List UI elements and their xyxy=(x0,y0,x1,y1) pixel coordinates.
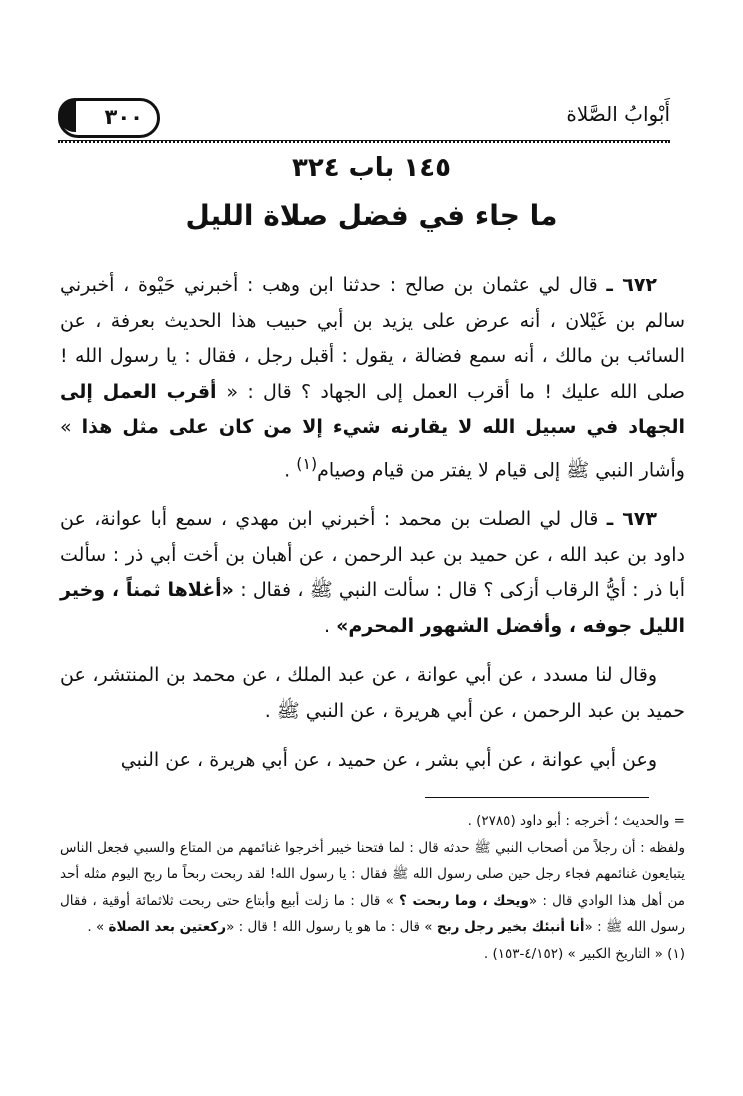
footnote-1: (١) « التاريخ الكبير » (٤/١٥٢-١٥٣) . xyxy=(483,945,685,962)
hadith-number: ٦٧٣ ـ xyxy=(606,508,657,531)
hadith-672 xyxy=(60,268,685,488)
chapter-title: ما جاء في فضل صلاة الليل xyxy=(185,199,558,232)
running-title: أَبْوابُ الصَّلاة xyxy=(566,102,670,126)
header-rule xyxy=(58,138,670,141)
footnote-separator xyxy=(425,797,649,798)
footnote-ref: (١) xyxy=(296,453,318,473)
hadith-quote: «أغلاها ثمناً ، وخير الليل جوفه ، وأفضل الشهور المحرم» xyxy=(60,579,685,637)
page-number-badge xyxy=(58,98,160,138)
footnote-quote: ويحك ، وما ربحت ؟ xyxy=(399,892,529,909)
footnote-span: » قال : ما هو يا رسول الله ! قال : « xyxy=(226,919,437,935)
footnote-quote: ركعتين بعد الصلاة xyxy=(108,919,227,935)
page-number: ٣٠٠ xyxy=(104,105,143,129)
footnote-span: » قال : ما زلت أبيع وأبتاع حتى ربحت ثلاثمائة أوقية ، فقال رسول الله ﷺ : « xyxy=(60,892,685,935)
main-text xyxy=(60,268,685,793)
footnote-continuation: = والحديث ؛ أخرجه : أبو داود (٢٧٨٥) . xyxy=(467,813,685,829)
hadith-text: . xyxy=(324,614,337,637)
hadith-quote: أقرب العمل إلى الجهاد في سبيل الله لا يقارنه شيء إلا من كان على مثل هذا xyxy=(60,380,685,438)
hadith-text: . xyxy=(284,458,297,481)
chapter-number: ١٤٥ باب ٣٢٤ xyxy=(292,153,451,183)
hadith-673 xyxy=(60,502,685,644)
footnotes xyxy=(60,808,685,967)
hadith-text: قال لي الصلت بن محمد : أخبرني ابن مهدي ، سمع أبا عوانة، عن داود بن عبد الله ، عن حميد بن عبد الرحمن ، عن أهبان بن أخت أبي ذر : سألت أبا ذر : أيُّ الرقاب أزكى ؟ قال : سألت النبي ﷺ ، فقال : xyxy=(60,508,685,602)
paragraph-4: وعن أبي عوانة ، عن أبي بشر ، عن حميد ، عن أبي هريرة ، عن النبي xyxy=(120,749,657,772)
footnote-span: ولفظه : أن رجلاً من أصحاب النبي ﷺ حدثه قال : لما فتحنا خيبر أخرجوا غنائمهم من المتاع والسبي فجعل الناس يتبايعون غنائمهم فجاء رجل حين صلى رسول الله ﷺ فقال : يا رسول الله! لقد ربحت ربحاً ما ربح اليوم مثله أحد من أهل هذا الوادي قال : « xyxy=(60,839,685,909)
paragraph-3: وقال لنا مسدد ، عن أبي عوانة ، عن عبد الملك ، عن محمد بن المنتشر، عن حميد بن عبد الرحمن ، عن أبي هريرة ، عن النبي ﷺ . xyxy=(60,664,685,722)
hadith-text: » وأشار النبي ﷺ إلى قيام لا يفتر من قيام وصيام xyxy=(60,416,685,481)
footnote-quote: أنا أنبئك بخير رجل ربح xyxy=(436,919,585,935)
hadith-number: ٦٧٢ ـ xyxy=(606,274,658,296)
footnote-span: » . xyxy=(87,919,109,935)
page-header xyxy=(58,98,670,134)
hadith-text: قال لي عثمان بن صالح : حدثنا ابن وهب : أخبرني حَيْوة ، أخبرني سالم بن غَيْلان ، أنه عرض على يزيد بن أبي حبيب هذا الحديث بعرفة ، عن السائب بن مالك ، أنه سمع فضالة ، يقول : أقبل رجل ، فقال : يا رسول الله ! صلى الله عليك ! ما أقرب العمل إلى الجهاد ؟ قال : « xyxy=(60,274,685,403)
footnote-text xyxy=(60,835,685,941)
badge-cap xyxy=(58,98,76,132)
